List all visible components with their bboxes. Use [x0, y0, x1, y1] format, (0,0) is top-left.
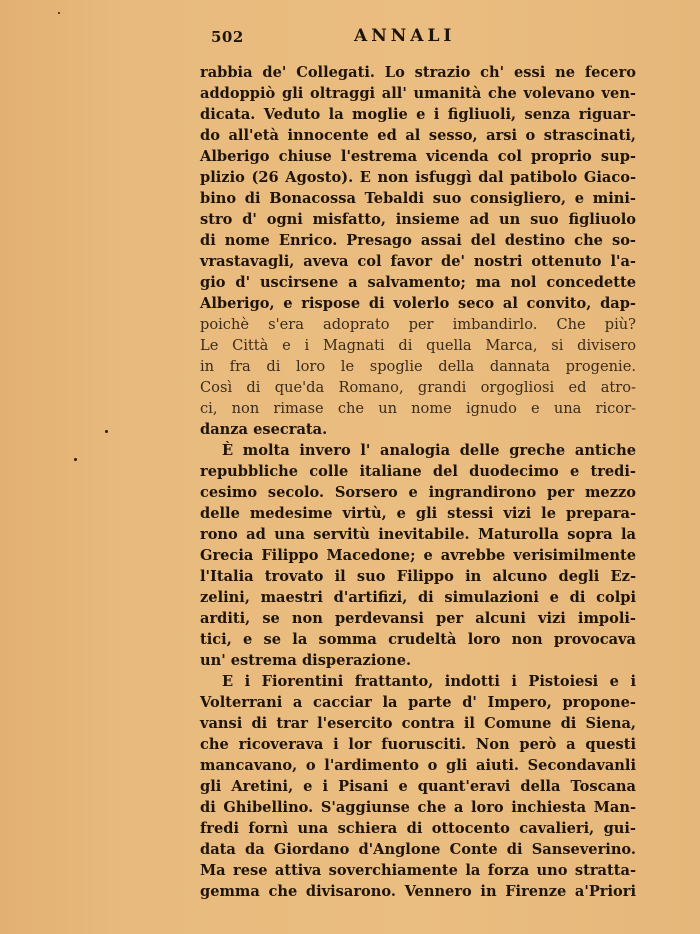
text-line: E i Fiorentini frattanto, indotti i Pistoiesi e i — [222, 673, 636, 690]
text-line: danza esecrata. — [200, 421, 328, 438]
text-line: Volterrani a cacciar la parte d' Impero, propone- — [200, 694, 636, 711]
text-line: di Ghibellino. S'aggiunse che a loro inchiesta Man- — [200, 799, 636, 816]
text-line: addoppiò gli oltraggi all' umanità che volevano ven- — [200, 85, 636, 102]
ink-speck — [74, 458, 77, 461]
text-line: gli Aretini, e i Pisani e quant'eravi della Toscana — [200, 778, 636, 795]
text-line: È molta invero l' analogia delle greche antiche — [222, 442, 636, 459]
text-line: Le Città e i Magnati di quella Marca, si divisero — [200, 337, 636, 354]
text-line: in fra di loro le spoglie della dannata progenie. — [200, 358, 636, 375]
text-line: tici, e se la somma crudeltà loro non provocava — [200, 631, 636, 648]
text-line: gio d' uscirsene a salvamento; ma nol concedette — [200, 274, 636, 291]
page-number: 502 — [211, 28, 244, 46]
text-line: data da Giordano d'Anglone Conte di Sanseverino. — [200, 841, 636, 858]
text-line: vrastavagli, aveva col favor de' nostri ottenuto l'a- — [200, 253, 636, 270]
text-line: Così di que'da Romano, grandi orgogliosi ed atro- — [200, 379, 636, 396]
text-line: fredi fornì una schiera di ottocento cavalieri, gui- — [200, 820, 636, 837]
text-line: Ma rese attiva soverchiamente la forza uno stratta- — [200, 862, 636, 879]
text-line: repubbliche colle italiane del duodecimo e tredi- — [200, 463, 636, 480]
ink-speck — [58, 12, 60, 14]
text-line: stro d' ogni misfatto, insieme ad un suo figliuolo — [200, 211, 636, 228]
text-line: rabbia de' Collegati. Lo strazio ch' essi ne fecero — [200, 64, 636, 81]
body-text — [200, 62, 636, 902]
text-line: Alberigo, e rispose di volerlo seco al convito, dap- — [200, 295, 636, 312]
text-line: dicata. Veduto la moglie e i figliuoli, senza riguar- — [200, 106, 636, 123]
text-line: bino di Bonacossa Tebaldi suo consigliero, e mini- — [200, 190, 636, 207]
page-header — [211, 26, 635, 52]
text-line: do all'età innocente ed al sesso, arsi o strascinati, — [200, 127, 636, 144]
text-line: delle medesime virtù, e gli stessi vizi le prepara- — [200, 505, 636, 522]
text-line: l'Italia trovato il suo Filippo in alcuno degli Ez- — [200, 568, 636, 585]
text-line: zelini, maestri d'artifizi, di simulazioni e di colpi — [200, 589, 636, 606]
text-line: rono ad una servitù inevitabile. Maturolla sopra la — [200, 526, 636, 543]
text-line: di nome Enrico. Presago assai del destino che so- — [200, 232, 636, 249]
text-line: che ricoverava i lor fuorusciti. Non però a questi — [200, 736, 636, 753]
text-line: plizio (26 Agosto). E non isfuggì dal patibolo Giaco- — [200, 169, 636, 186]
text-line: Grecia Filippo Macedone; e avrebbe verisimilmente — [200, 547, 636, 564]
text-line: poichè s'era adoprato per imbandirlo. Che più? — [200, 316, 636, 333]
text-line: mancavano, o l'ardimento o gli aiuti. Secondavanli — [200, 757, 636, 774]
text-line: gemma che divisarono. Vennero in Firenze a'Priori — [200, 883, 636, 900]
text-line: ci, non rimase che un nome ignudo e una ricor- — [200, 400, 636, 417]
text-line: arditi, se non perdevansi per alcuni vizi impoli- — [200, 610, 636, 627]
text-line: vansi di trar l'esercito contra il Comune di Siena, — [200, 715, 636, 732]
text-line: cesimo secolo. Sorsero e ingrandirono per mezzo — [200, 484, 636, 501]
text-line: un' estrema disperazione. — [200, 652, 412, 669]
ink-speck — [105, 430, 108, 433]
running-head: ANNALI — [354, 26, 456, 46]
text-line: Alberigo chiuse l'estrema vicenda col proprio sup- — [200, 148, 636, 165]
